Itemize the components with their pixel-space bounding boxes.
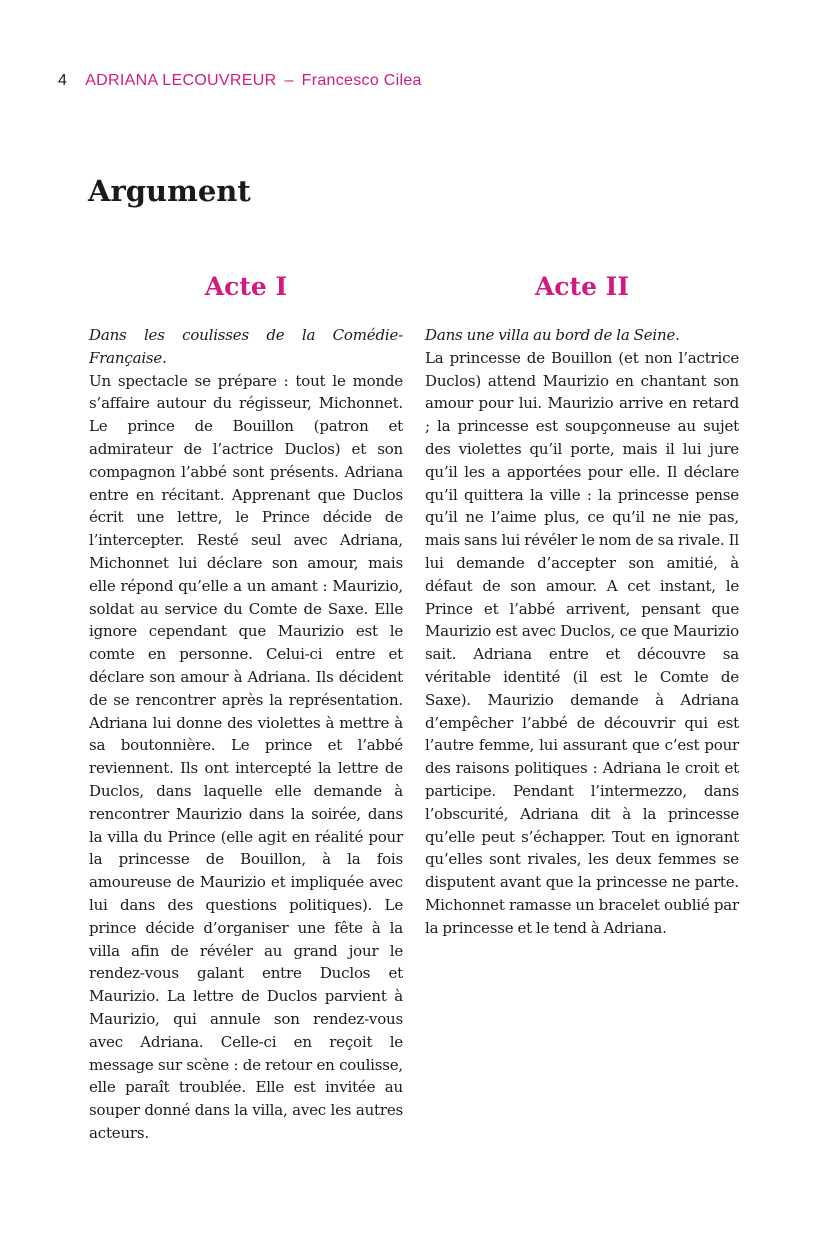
act-column-1	[89, 270, 403, 1145]
page-number: 4	[58, 72, 68, 89]
act-text-1: Un spectacle se prépare : tout le monde s’affaire autour du régisseur, Michonnet. Le prince de Bouillon (patron et admirateur de l’actrice Duclos) et son compagnon l’abbé sont présents. Adriana entre en récitant. Apprenant que Duclos écrit une lettre, le Prince décide de l’intercepter. Resté seul avec Adriana, Michonnet lui déclare son amour, mais elle répond qu’elle a un amant : Maurizio, soldat au service du Comte de Saxe. Elle ignore cependant que Maurizio est le comte en personne. Celui-ci entre et déclare son amour à Adriana. Ils décident de se rencontrer après la représentation. Adriana lui donne des violettes à mettre à sa boutonnière. Le prince et l’abbé reviennent. Ils ont intercepté la lettre de Duclos, dans laquelle elle demande à rencontrer Maurizio dans la soirée, dans la villa du Prince (elle agit en réalité pour la princesse de Bouillon, à la fois amoureuse de Maurizio et impliquée avec lui dans des questions politiques). Le prince décide d’organiser une fête à la villa afin de révéler au grand jour le rendez-vous galant entre Duclos et Maurizio. La lettre de Duclos parvient à Maurizio, qui annule son rendez-vous avec Adriana. Celle-ci en reçoit le message sur scène : de retour en coulisse, elle paraît troublée. Elle est invitée au souper donné dans la villa, avec les autres acteurs.	[89, 371, 403, 1142]
act-heading-2: Acte II	[534, 272, 630, 301]
act-column-2	[425, 270, 739, 940]
title-separator: –	[284, 72, 294, 89]
running-head	[58, 72, 422, 90]
act-heading-1: Acte I	[204, 272, 288, 301]
act-body-1	[89, 324, 403, 1145]
section-title: Argument	[88, 174, 251, 208]
act-body-2	[425, 324, 739, 940]
act-text-2: La princesse de Bouillon (et non l’actrice Duclos) attend Maurizio en chantant son amour pour lui. Maurizio arrive en retard ; la princesse est soupçonneuse au sujet des violettes qu’il porte, mais il lui jure qu’il les a apportées pour elle. Il déclare qu’il quittera la ville : la princesse pense qu’il ne l’aime plus, ce qu’il ne nie pas, mais sans lui révéler le nom de sa rivale. Il lui demande d’accepter son amitié, à défaut de son amour. A cet instant, le Prince et l’abbé arrivent, pensant que Maurizio est avec Duclos, ce que Maurizio sait. Adriana entre et découvre sa véritable identité (il est le Comte de Saxe). Maurizio demande à Adriana d’empêcher l’abbé de découvrir qui est l’autre femme, lui assurant que c’est pour des raisons politiques : Adriana le croit et participe. Pendant l’intermezzo, dans l’obscurité, Adriana dit à la princesse qu’elle peut s’échapper. Tout en ignorant qu’elles sont rivales, les deux femmes se disputent avant que la princesse ne parte. Michonnet ramasse un bracelet oublié par la princesse et le tend à Adriana.	[425, 348, 739, 937]
work-title: ADRIANA LECOUVREUR	[85, 72, 277, 89]
act-setting-2: Dans une villa au bord de la Seine.	[425, 326, 680, 344]
act-setting-1: Dans les coulisses de la Comédie-Française.	[89, 326, 403, 367]
composer-name: Francesco Cilea	[301, 72, 422, 89]
